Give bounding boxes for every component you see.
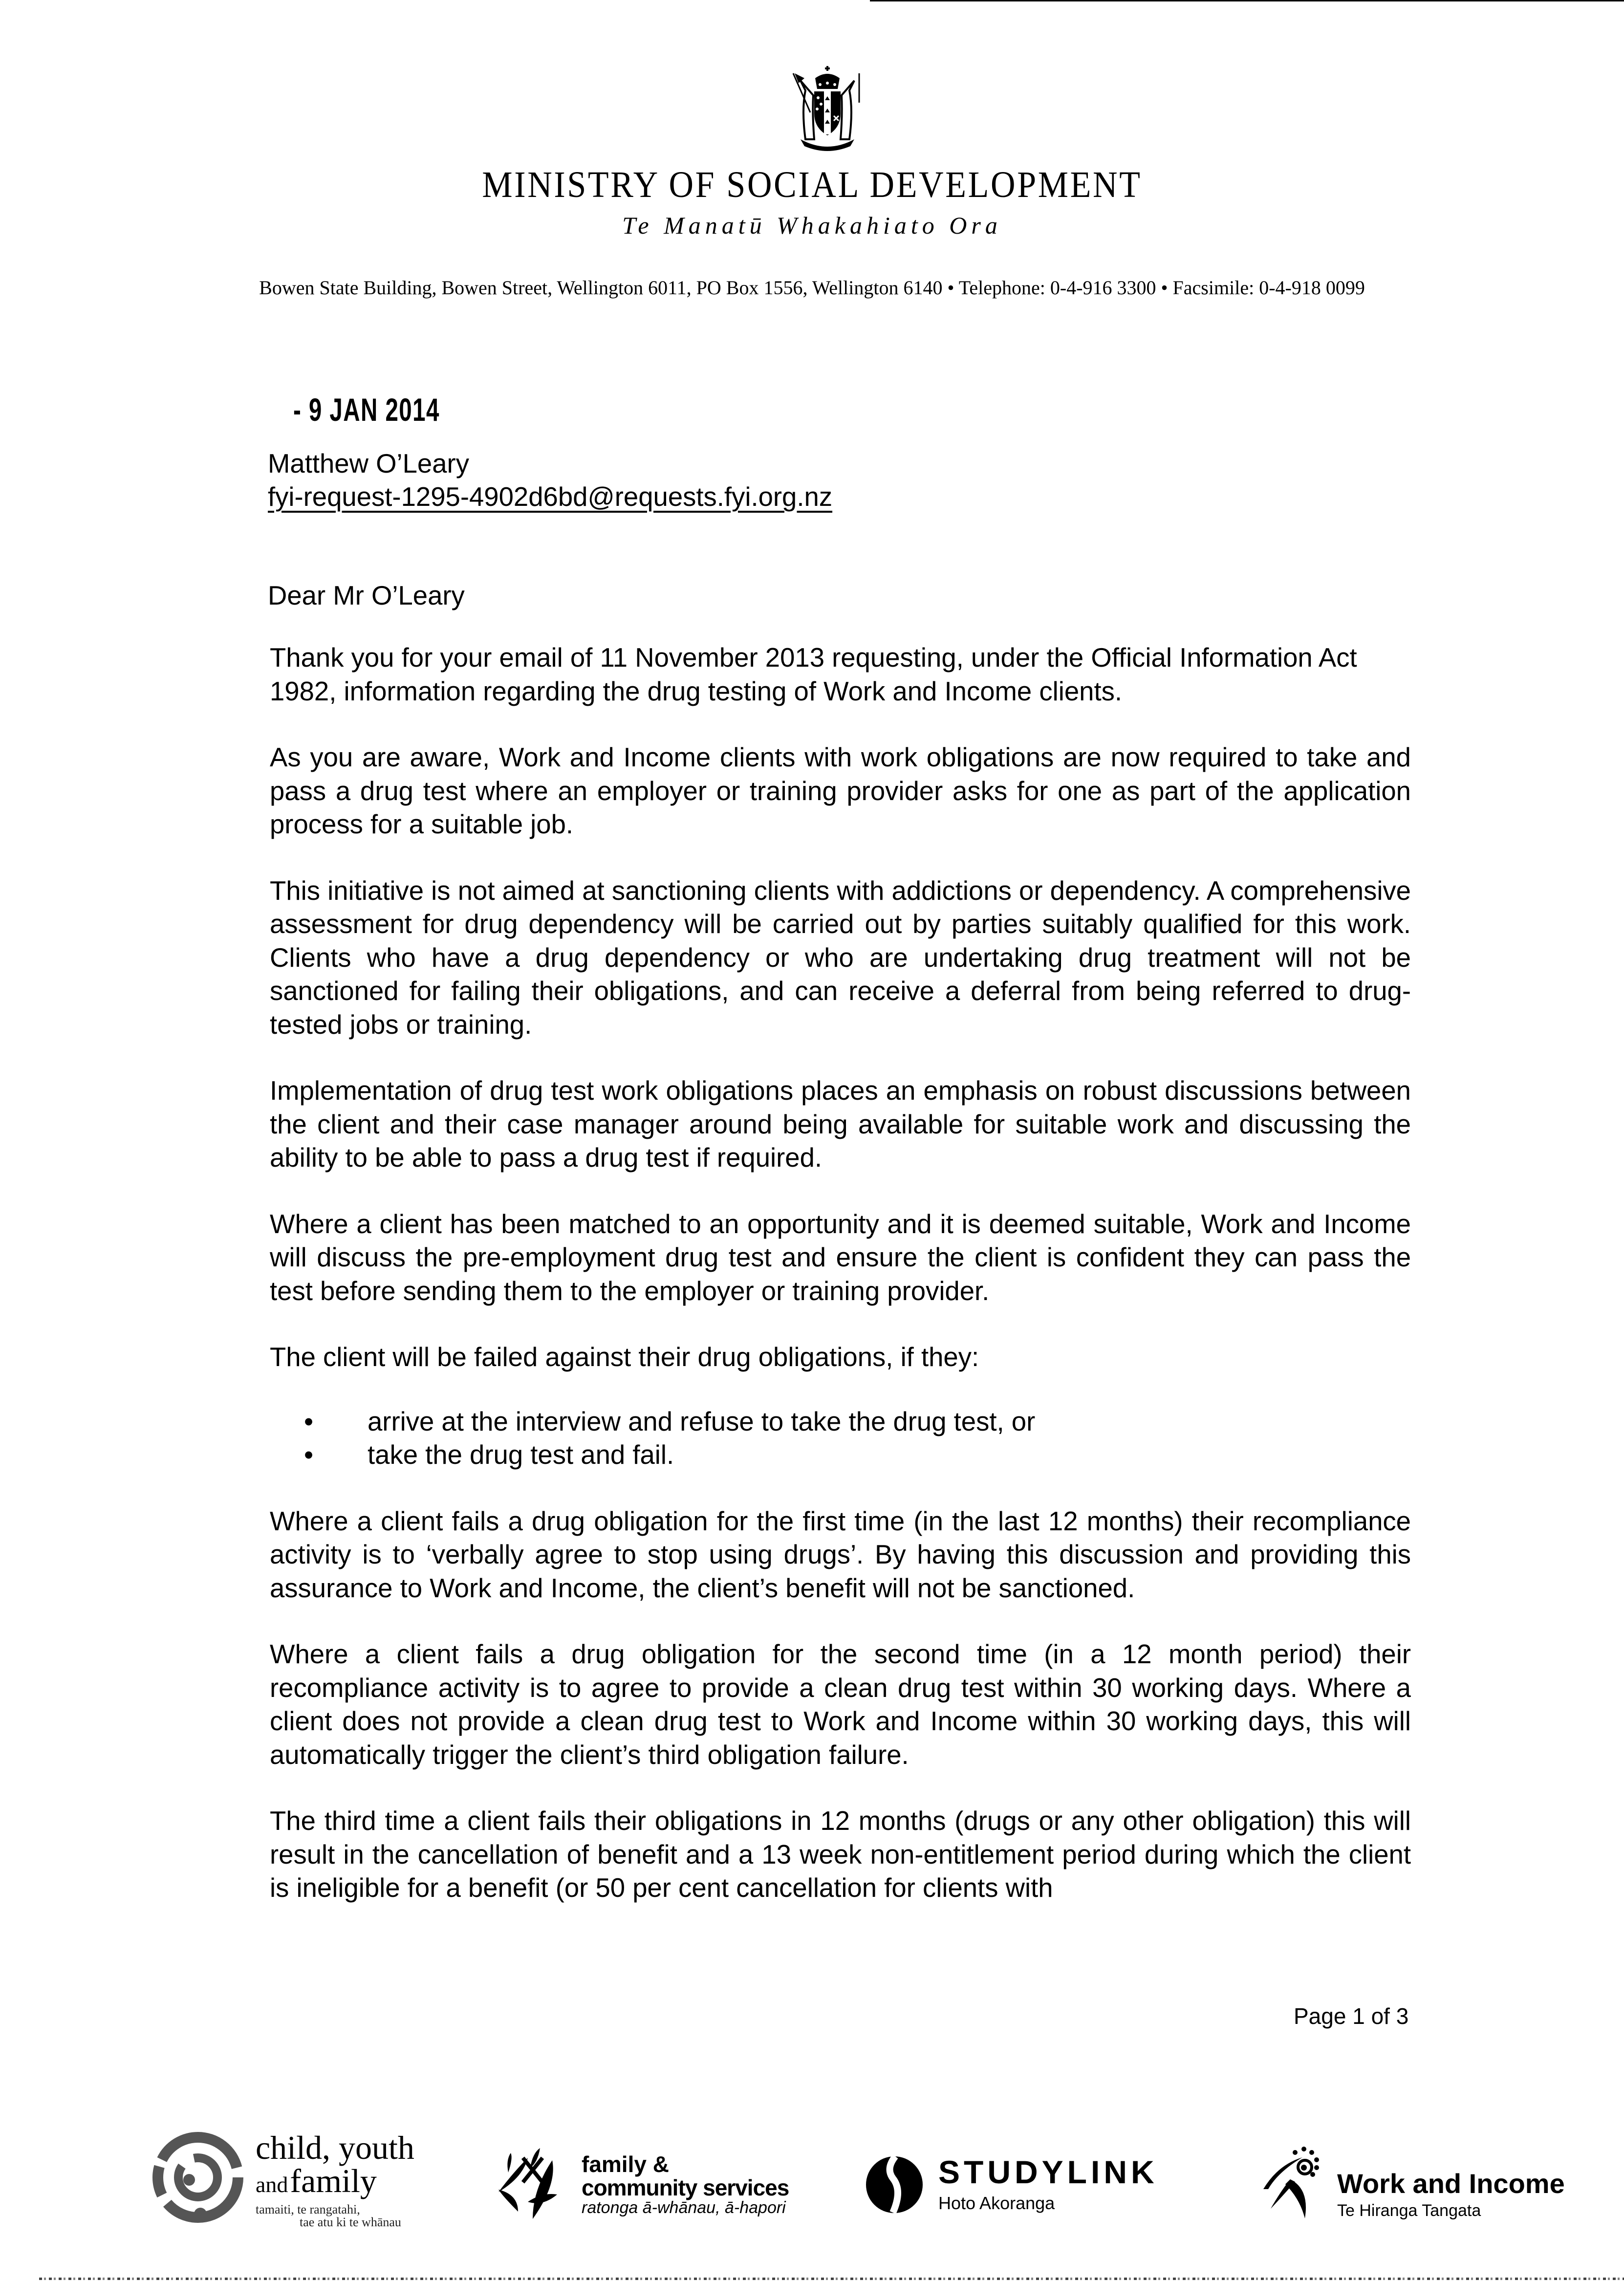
logo-text: child, youth [256,2129,414,2166]
ministry-address: Bowen State Building, Bowen Street, Wellington 6011, PO Box 1556, Wellington 6140 • Telephone: 0-4-916 3300 • Facsimile: 0-4-918 0099 [259,277,1365,299]
paragraph: Where a client fails a drug obligation for the second time (in a 12 month period) their recompliance activity is to agree to provide a clean drug test within 30 working days. Where a client does not provide a clean drug test to Work and Income within 30 working days, this will automatically trigger the client’s third obligation failure. [270,1639,1411,1770]
logo-subtext: tamaiti, te rangatahi, [256,2202,360,2216]
work-and-income-figure-icon [1261,2140,1334,2218]
date-stamp: - 9 JAN 2014 [293,391,440,428]
list-item [270,1438,1411,1472]
scan-edge-top [870,0,1624,1]
studylink-s-icon [865,2155,924,2214]
recipient-name: Matthew O’Leary [268,449,469,478]
logo-text: family & [582,2151,669,2177]
paragraph: This initiative is not aimed at sanctioning clients with addictions or dependency. A comprehensive assessment for drug dependency will be carried out by parties suitably qualified for this work. Clients who have a drug dependency or who are undertaking drug treatment will not be sanctioned for failing their obligations, and can receive a deferral from being referred to drug-tested jobs or training. [270,875,1411,1040]
salutation: Dear Mr O’Leary [268,581,465,610]
koru-spiral-icon [149,2131,247,2229]
logo-studylink [865,2155,1158,2214]
page-number: Page 1 of 3 [1294,2003,1409,2029]
ministry-maori-name: Te Manatū Whakahiato Ora [622,212,1002,239]
logo-subtext: Te Hiranga Tangata [1337,2201,1481,2220]
logo-text: family [290,2162,377,2199]
logo-work-and-income [1261,2138,1565,2220]
logo-text: STUDYLINK [938,2154,1158,2190]
scan-edge-bottom [39,2278,1624,2280]
bullet-icon: • [304,1406,314,1436]
logo-text: Work and Income [1337,2168,1565,2199]
list-item [270,1405,1411,1439]
footer-logos [0,2121,1624,2238]
logo-family-community-services [494,2143,789,2226]
logo-subtext: tae atu ki te whānau [300,2215,401,2229]
logo-child-youth-family [149,2131,414,2229]
logo-subtext: Hoto Akoranga [938,2193,1055,2213]
nz-coat-of-arms-icon [781,61,874,154]
paragraph: The client will be failed against their drug obligations, if they: [270,1342,979,1372]
paragraph: Thank you for your email of 11 November 2013 requesting, under the Official Information Act 1982, information regarding the drug testing of Work and Income clients. [270,643,1357,706]
logo-text: community services [582,2175,789,2201]
list-item-text: arrive at the interview and refuse to take the drug test, or [368,1406,1036,1436]
list-item-text: take the drug test and fail. [368,1440,674,1470]
paragraph: Implementation of drug test work obligations places an emphasis on robust discussions between the client and their case manager around being available for suitable work and discussing the ability to be able to pass a drug test if required. [270,1076,1411,1173]
letter-body [270,641,1411,1938]
bullet-icon: • [304,1440,314,1470]
logo-text: and [256,2172,288,2197]
paragraph: The third time a client fails their obligations in 12 months (drugs or any other obligation) this will result in the cancellation of benefit and a 13 week non-entitlement period during which the client is ineligible for a benefit (or 50 per cent cancellation for clients with [270,1806,1411,1903]
recipient-email-link[interactable]: fyi-request-1295-4902d6bd@requests.fyi.org.nz [268,482,833,512]
failure-conditions-list [270,1405,1411,1472]
leaves-figures-icon [494,2143,567,2226]
ministry-name: MINISTRY OF SOCIAL DEVELOPMENT [482,164,1142,205]
logo-subtext: ratonga ā-whānau, ā-hapori [582,2198,786,2217]
paragraph: As you are aware, Work and Income clients with work obligations are now required to take and pass a drug test where an employer or training provider asks for one as part of the application process for a suitable job. [270,742,1411,839]
paragraph: Where a client has been matched to an opportunity and it is deemed suitable, Work and Income will discuss the pre-employment drug test and ensure the client is confident they can pass the test before sending them to the employer or training provider. [270,1209,1411,1306]
paragraph: Where a client fails a drug obligation for the first time (in the last 12 months) their recompliance activity is to ‘verbally agree to stop using drugs’. By having this discussion and providing this assurance to Work and Income, the client’s benefit will not be sanctioned. [270,1506,1411,1603]
